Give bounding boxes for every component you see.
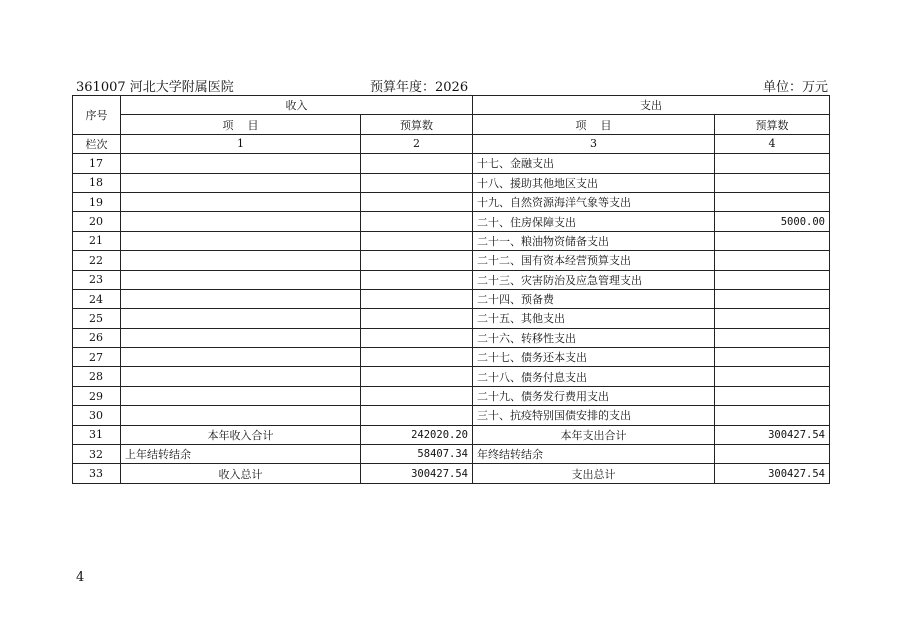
expense-item-cell: 二十六、转移性支出 [473, 328, 715, 347]
expense-amount-cell [715, 251, 830, 270]
table-row [73, 270, 830, 289]
report-header [76, 76, 828, 94]
income-item-cell [121, 173, 361, 192]
expense-amount-cell [715, 386, 830, 405]
col-index-4: 4 [715, 134, 830, 153]
income-amount-cell [361, 348, 473, 367]
expense-item-cell: 二十一、粮油物资储备支出 [473, 231, 715, 250]
row-seq-cell: 18 [73, 173, 121, 192]
row-seq-cell: 27 [73, 348, 121, 367]
row-seq-cell: 26 [73, 328, 121, 347]
income-item-cell: 上年结转结余 [121, 445, 361, 464]
table-row [73, 386, 830, 405]
income-item-cell [121, 328, 361, 347]
row-seq-cell: 30 [73, 406, 121, 425]
expense-item-cell: 本年支出合计 [473, 425, 715, 444]
table-row [73, 231, 830, 250]
row-seq-cell: 32 [73, 445, 121, 464]
row-seq-cell: 22 [73, 251, 121, 270]
table-row [73, 173, 830, 192]
expense-amount-cell [715, 406, 830, 425]
expense-item-cell: 三十、抗疫特别国债安排的支出 [473, 406, 715, 425]
row-seq-cell: 19 [73, 192, 121, 211]
expense-amount-cell: 5000.00 [715, 212, 830, 231]
table-row [73, 445, 830, 464]
col-index-2: 2 [361, 134, 473, 153]
income-amount-cell [361, 192, 473, 211]
row-seq-cell: 33 [73, 464, 121, 483]
income-item-cell: 本年收入合计 [121, 425, 361, 444]
income-item-cell [121, 406, 361, 425]
expense-amount-cell [715, 231, 830, 250]
table-row [73, 154, 830, 173]
expense-item-cell: 二十八、债务付息支出 [473, 367, 715, 386]
income-item-cell [121, 386, 361, 405]
table-row [73, 212, 830, 231]
table-row [73, 348, 830, 367]
income-amount-cell [361, 328, 473, 347]
unit-label: 单位：万元 [762, 80, 828, 95]
table-row [73, 425, 830, 444]
row-seq-cell: 21 [73, 231, 121, 250]
table-row [73, 464, 830, 483]
expense-amount-cell [715, 173, 830, 192]
income-amount-cell: 300427.54 [361, 464, 473, 483]
income-item-cell [121, 348, 361, 367]
row-seq-cell: 23 [73, 270, 121, 289]
table-row [73, 328, 830, 347]
income-item-cell [121, 367, 361, 386]
expense-item-cell: 十八、援助其他地区支出 [473, 173, 715, 192]
income-amount-cell: 242020.20 [361, 425, 473, 444]
income-amount-cell [361, 154, 473, 173]
row-seq-cell: 17 [73, 154, 121, 173]
income-item-cell: 收入总计 [121, 464, 361, 483]
row-seq-cell: 28 [73, 367, 121, 386]
income-amount-cell [361, 231, 473, 250]
income-item-cell [121, 270, 361, 289]
expense-budget-header: 预算数 [715, 115, 830, 134]
table-row [73, 309, 830, 328]
income-item-cell [121, 289, 361, 308]
expense-item-cell: 十九、自然资源海洋气象等支出 [473, 192, 715, 211]
expense-amount-cell [715, 192, 830, 211]
expense-item-header: 项 目 [473, 115, 715, 134]
header-row-2 [73, 115, 830, 134]
row-seq-cell: 24 [73, 289, 121, 308]
expense-amount-cell [715, 348, 830, 367]
income-amount-cell [361, 367, 473, 386]
income-item-cell [121, 212, 361, 231]
expense-item-cell: 二十三、灾害防治及应急管理支出 [473, 270, 715, 289]
expense-amount-cell [715, 270, 830, 289]
expense-item-cell: 二十二、国有资本经营预算支出 [473, 251, 715, 270]
table-row [73, 406, 830, 425]
income-amount-cell: 58407.34 [361, 445, 473, 464]
income-header: 收入 [121, 96, 473, 115]
budget-table [72, 95, 830, 484]
expense-amount-cell [715, 328, 830, 347]
expense-item-cell: 二十四、预备费 [473, 289, 715, 308]
row-seq-cell: 25 [73, 309, 121, 328]
header-row-1 [73, 96, 830, 115]
expense-item-cell: 年终结转结余 [473, 445, 715, 464]
expense-amount-cell: 300427.54 [715, 464, 830, 483]
income-item-cell [121, 192, 361, 211]
row-seq-cell: 31 [73, 425, 121, 444]
column-index-row [73, 134, 830, 153]
table-row [73, 251, 830, 270]
income-amount-cell [361, 386, 473, 405]
expense-amount-cell: 300427.54 [715, 425, 830, 444]
expense-item-cell: 二十、住房保障支出 [473, 212, 715, 231]
income-amount-cell [361, 406, 473, 425]
income-amount-cell [361, 270, 473, 289]
income-item-cell [121, 309, 361, 328]
expense-amount-cell [715, 367, 830, 386]
income-amount-cell [361, 251, 473, 270]
income-amount-cell [361, 309, 473, 328]
income-amount-cell [361, 289, 473, 308]
budget-year-label: 预算年度：2026 [370, 80, 469, 95]
income-amount-cell [361, 173, 473, 192]
expense-item-cell: 十七、金融支出 [473, 154, 715, 173]
income-item-cell [121, 231, 361, 250]
table-row [73, 289, 830, 308]
seq-header: 序号 [73, 96, 121, 135]
page-number: 4 [76, 570, 85, 585]
row-seq-cell: 20 [73, 212, 121, 231]
table-row [73, 367, 830, 386]
col-index-label: 栏次 [73, 134, 121, 153]
income-amount-cell [361, 212, 473, 231]
income-item-header: 项 目 [121, 115, 361, 134]
expense-item-cell: 二十七、债务还本支出 [473, 348, 715, 367]
expense-item-cell: 支出总计 [473, 464, 715, 483]
table-row [73, 192, 830, 211]
expense-item-cell: 二十五、其他支出 [473, 309, 715, 328]
row-seq-cell: 29 [73, 386, 121, 405]
income-budget-header: 预算数 [361, 115, 473, 134]
expense-header: 支出 [473, 96, 830, 115]
expense-item-cell: 二十九、债务发行费用支出 [473, 386, 715, 405]
col-index-1: 1 [121, 134, 361, 153]
expense-amount-cell [715, 154, 830, 173]
income-item-cell [121, 251, 361, 270]
expense-amount-cell [715, 309, 830, 328]
col-index-3: 3 [473, 134, 715, 153]
income-item-cell [121, 154, 361, 173]
expense-amount-cell [715, 289, 830, 308]
organization-label: 361007 河北大学附属医院 [76, 80, 234, 95]
expense-amount-cell [715, 445, 830, 464]
